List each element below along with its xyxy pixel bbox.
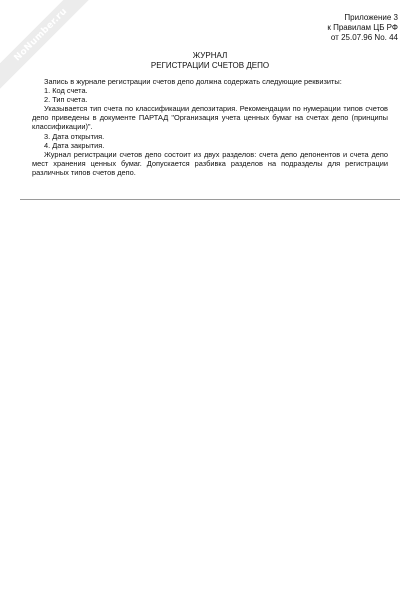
list-item-opening-date: 3. Дата открытия. xyxy=(44,131,105,141)
document-title xyxy=(0,51,420,71)
list-item-account-code: 1. Код счета. xyxy=(44,86,88,96)
paragraph-journal-sections: Журнал регистрации счетов депо состоит из двух разделов: счета депо депонентов и счета депо мест хранения ценных бумаг. Допускается разбивка разделов на подразделы для регистрации различных типов счетов депо. xyxy=(32,149,388,177)
appendix-line-2: к Правилам ЦБ РФ xyxy=(327,23,398,33)
divider-line xyxy=(20,199,400,200)
appendix-reference xyxy=(327,13,398,44)
paragraph-account-type-note: Указывается тип счета по классификации депозитария. Рекомендации по нумерации типов счетов депо приведены в документе ПАРТАД "Организация учета ценных бумаг на счетах депо (принципы классификации)". xyxy=(32,104,388,132)
list-item-closing-date: 4. Дата закрытия. xyxy=(44,140,105,150)
title-line-1: ЖУРНАЛ xyxy=(192,51,228,60)
appendix-line-3: от 25.07.96 No. 44 xyxy=(330,33,398,43)
appendix-line-1: Приложение 3 xyxy=(344,13,398,22)
watermark-text: NoNumber.ru xyxy=(12,6,70,64)
list-item-account-type: 2. Тип счета. xyxy=(44,95,88,105)
paragraph-requisites-intro: Запись в журнале регистрации счетов депо должна содержать следующие реквизиты: xyxy=(44,77,342,86)
title-line-2: РЕГИСТРАЦИИ СЧЕТОВ ДЕПО xyxy=(150,61,270,70)
document-body xyxy=(32,77,388,177)
